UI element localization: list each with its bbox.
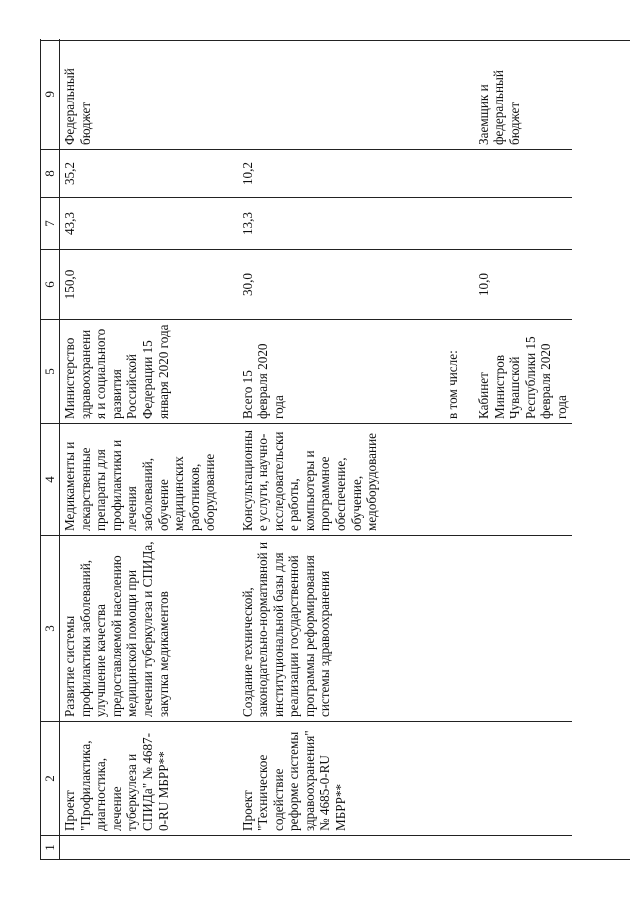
table-row	[443, 40, 572, 860]
project-purchases: Консультационные услуги, научно-исследовательские работы, компьютеры и программное обеспечение, обучение, медоборудование	[238, 424, 443, 536]
row-1-col-1	[60, 836, 238, 860]
project-amount-total-cell	[443, 250, 572, 320]
project-goal: Развитие системы профилактики заболеваний, улучшение качества предоставляемой населению медицинской помощи при лечении туберкулеза и СПИДа, закупка медикаментов	[60, 536, 238, 722]
project-name: Проект "Техническое содействие реформе системы здравоохранения" № 4685-0-RU МБРР**	[238, 722, 443, 836]
col-header-4: 4	[41, 424, 60, 536]
rotated-table-container	[40, 40, 630, 860]
col-header-9: 9	[41, 40, 60, 150]
project-amount-total: 150,0	[60, 250, 238, 320]
col-header-7: 7	[41, 198, 60, 250]
col-header-8: 8	[41, 150, 60, 198]
project-amount-total: 30,0	[238, 250, 443, 320]
col-header-2: 2	[41, 722, 60, 836]
project-amount-year	[443, 150, 572, 198]
project-purchases: Медикаменты и лекарственные препараты для профилактики и лечения заболеваний, обучение медицинских работников, оборудование	[60, 424, 238, 536]
project-funding-source-cell	[443, 40, 572, 150]
row-2-col-1	[238, 836, 443, 860]
project-executor-date: Кабинет Министров Чувашской Республики 15 февраля 2020 года	[476, 336, 570, 419]
table-row	[238, 40, 443, 860]
project-executor-date: Министерство здравоохранения и социального развития Российской Федерации 15 января 2020 года	[60, 320, 238, 424]
project-table	[40, 40, 572, 861]
project-funding-source: Заемщик и федеральный бюджет	[475, 70, 522, 145]
project-purchases	[443, 424, 572, 536]
project-funding-source: Федеральный бюджет	[60, 40, 238, 150]
project-amount-used	[443, 198, 572, 250]
table-row	[60, 40, 238, 860]
column-number-row	[41, 40, 60, 860]
col-header-5: 5	[41, 320, 60, 424]
project-goal	[443, 536, 572, 722]
project-name	[443, 722, 572, 836]
project-amount-total: 10,0	[475, 272, 491, 297]
project-amount-year: 10,2	[238, 150, 443, 198]
including-label: в том числе:	[444, 350, 460, 419]
row-3-col-1	[443, 836, 572, 860]
project-amount-year: 35,2	[60, 150, 238, 198]
project-amount-used: 13,3	[238, 198, 443, 250]
project-amount-used: 43,3	[60, 198, 238, 250]
project-name: Проект "Профилактика, диагностика, лечение туберкулеза и СПИДа" № 4687-0-RU МБРР**	[60, 722, 238, 836]
project-executor-cell	[443, 320, 572, 424]
col-header-1: 1	[41, 836, 60, 860]
col-header-3: 3	[41, 536, 60, 722]
project-funding-source	[238, 40, 443, 150]
project-goal: Создание технической, законодательно-нормативной и институциональной базы для реализации государственной программы реформирования системы здравоохранения	[238, 536, 443, 722]
project-executor-date: Всего 15 февраля 2020 года	[238, 320, 443, 424]
col-header-6: 6	[41, 250, 60, 320]
